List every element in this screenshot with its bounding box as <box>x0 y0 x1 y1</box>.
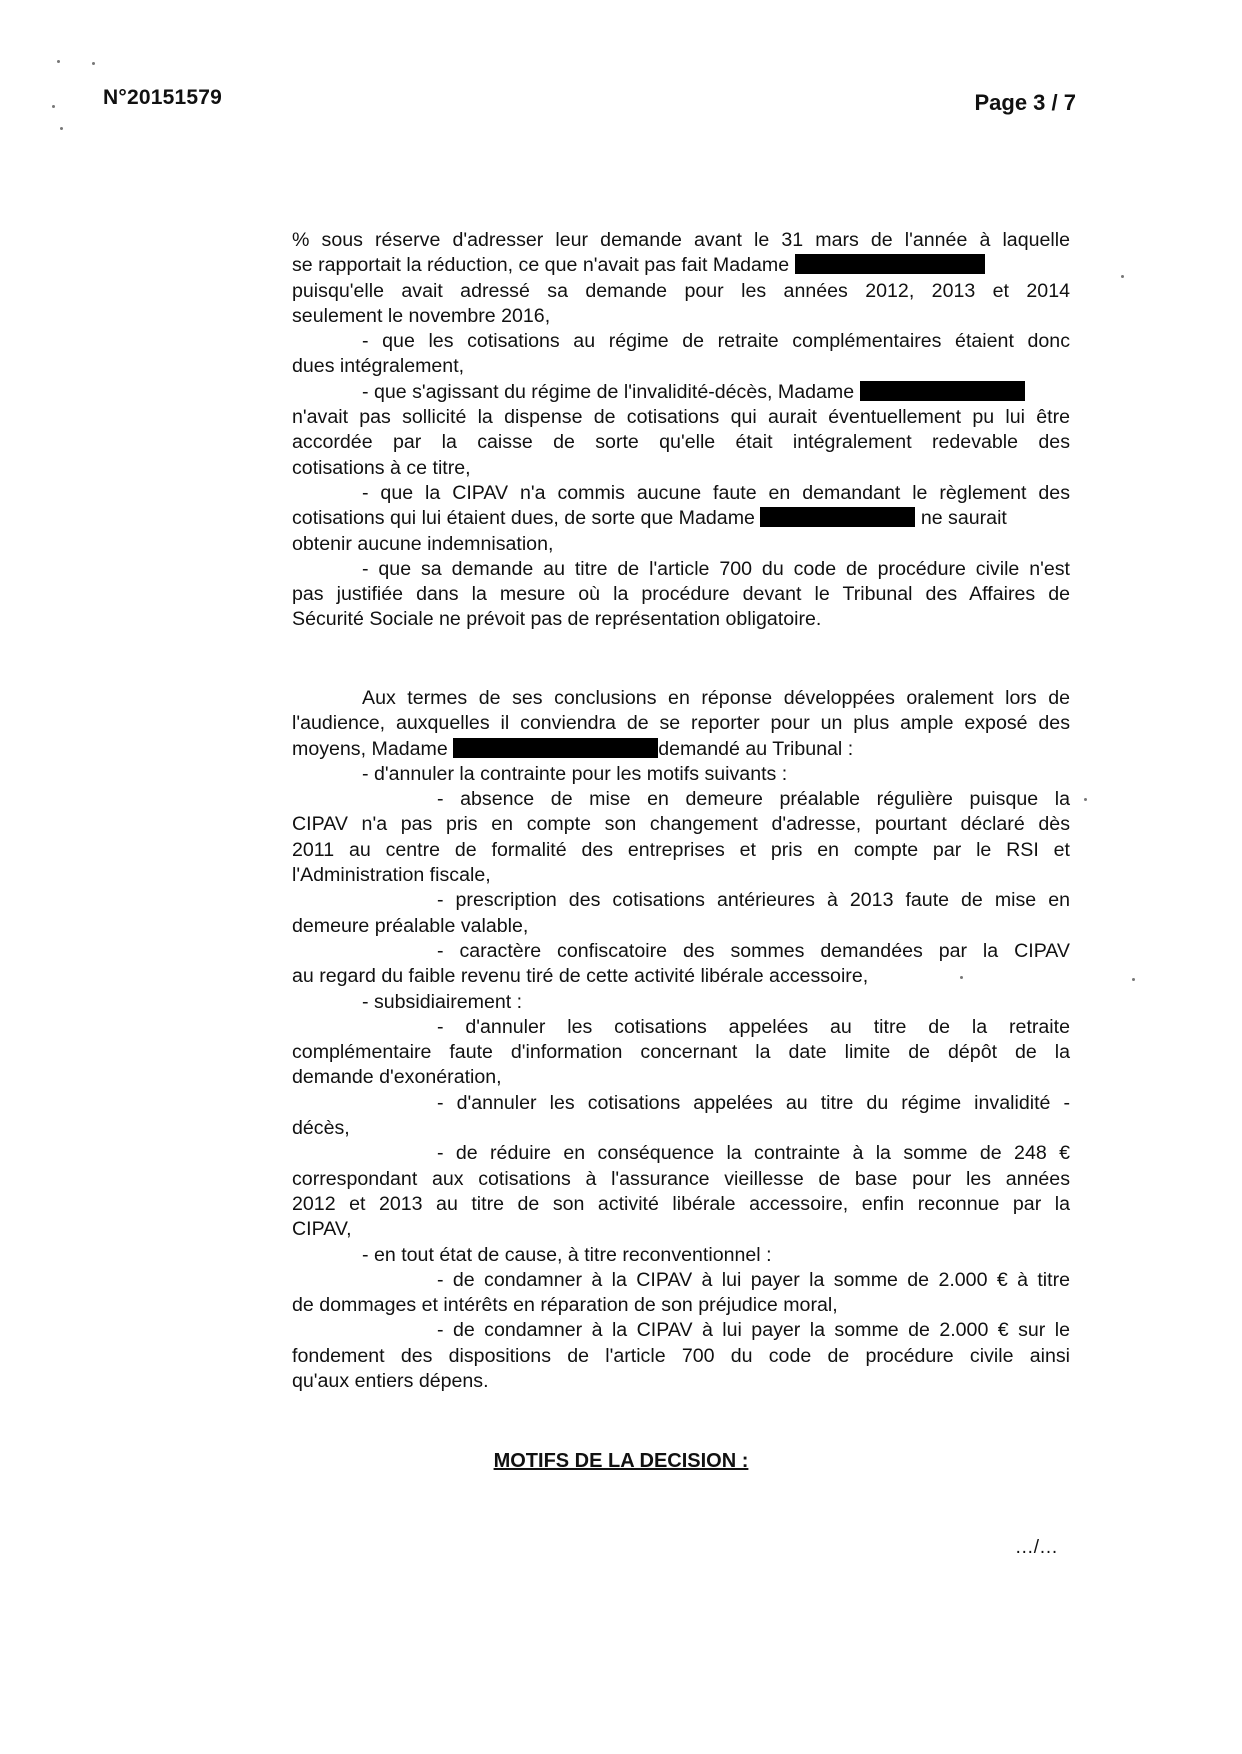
line-text: n'avait pas sollicité la dispense de cotisations qui aurait éventuellement pu lui être <box>292 406 1070 429</box>
line-text: - d'annuler les cotisations appelées au titre de la retraite <box>437 1015 1070 1038</box>
text-line <box>292 279 1070 304</box>
line-text: CIPAV n'a pas pris en compte son changement d'adresse, pourtant déclaré dès <box>292 813 1070 836</box>
text-line <box>292 1167 1070 1192</box>
text-line <box>292 762 1070 787</box>
text-line <box>292 737 1070 762</box>
line-text: % sous réserve d'adresser leur demande avant le 31 mars de l'année à laquelle <box>292 229 1070 251</box>
text-line <box>292 863 1070 888</box>
text-line <box>292 430 1070 455</box>
line-text: pas justifiée dans la mesure où la procédure devant le Tribunal des Affaires de <box>292 583 1070 606</box>
line-text: de dommages et intérêts en réparation de son préjudice moral, <box>292 1294 838 1317</box>
line-tail-text: ne saurait <box>915 507 1007 530</box>
line-text: - que sa demande au titre de l'article 700 du code de procédure civile n'est <box>362 557 1070 580</box>
doc-number: N°20151579 <box>103 86 222 109</box>
line-text: correspondant aux cotisations à l'assurance vieillesse de base pour les années <box>292 1167 1070 1190</box>
text-line <box>292 1344 1070 1369</box>
redaction-bar <box>453 738 658 758</box>
text-line <box>292 405 1070 430</box>
line-text: demeure préalable valable, <box>292 914 529 937</box>
text-line <box>292 607 1070 632</box>
line-text: - absence de mise en demeure préalable régulière puisque la <box>437 788 1070 811</box>
section-heading: MOTIFS DE LA DECISION : <box>493 1450 749 1472</box>
line-text: 2012 et 2013 au titre de son activité libérale accessoire, enfin reconnue par la <box>292 1192 1070 1215</box>
line-text: - que les cotisations au régime de retraite complémentaires étaient donc <box>362 330 1070 353</box>
text-line <box>292 506 1070 531</box>
text-line <box>292 1040 1070 1065</box>
paragraph-conclusions-response <box>292 686 1070 1394</box>
text-line <box>292 557 1070 582</box>
line-text: moyens, Madame <box>292 737 448 760</box>
text-line <box>292 1192 1070 1217</box>
line-text: - de condamner à la CIPAV à lui payer la somme de 2.000 € à titre <box>437 1268 1070 1291</box>
line-text: complémentaire faute d'information concernant la date limite de dépôt de la <box>292 1041 1070 1064</box>
line-text: - caractère confiscatoire des sommes demandées par la CIPAV <box>437 939 1070 962</box>
line-text: - de réduire en conséquence la contrainte à la somme de 248 € <box>437 1142 1070 1165</box>
text-line <box>292 1243 1070 1268</box>
line-text: - en tout état de cause, à titre reconventionnel : <box>362 1243 772 1266</box>
scan-speck <box>57 60 60 63</box>
scan-speck <box>1084 798 1087 801</box>
continuation-mark: …/… <box>1014 1537 1058 1558</box>
line-text: fondement des dispositions de l'article 700 du code de procédure civile ainsi <box>292 1344 1070 1367</box>
text-line <box>292 812 1070 837</box>
text-line <box>292 1141 1070 1166</box>
text-line <box>292 1268 1070 1293</box>
line-text: CIPAV, <box>292 1218 352 1241</box>
text-line <box>292 456 1070 481</box>
line-text: cotisations qui lui étaient dues, de sorte que Madame <box>292 507 755 530</box>
text-line <box>292 1318 1070 1343</box>
text-line <box>292 1065 1070 1090</box>
text-line <box>292 964 1070 989</box>
text-line <box>292 838 1070 863</box>
line-text: puisqu'elle avait adressé sa demande pour les années 2012, 2013 et 2014 <box>292 279 1070 302</box>
scan-speck <box>92 62 95 65</box>
line-text: 2011 au centre de formalité des entreprises et pris en compte par le RSI et <box>292 838 1070 861</box>
redaction-bar <box>795 254 985 274</box>
scan-speck <box>1132 978 1135 981</box>
line-text: l'audience, auxquelles il conviendra de se reporter pour un plus ample exposé des <box>292 712 1070 735</box>
line-text: cotisations à ce titre, <box>292 456 471 479</box>
redaction-bar <box>860 381 1025 401</box>
scan-speck <box>60 127 63 130</box>
text-line <box>292 1116 1070 1141</box>
text-line <box>292 1369 1070 1394</box>
line-text: l'Administration fiscale, <box>292 864 491 887</box>
text-line <box>292 686 1070 711</box>
text-line <box>292 532 1070 557</box>
text-line <box>292 711 1070 736</box>
redaction-bar <box>760 507 915 527</box>
line-text: au regard du faible revenu tiré de cette activité libérale accessoire, <box>292 965 869 988</box>
line-text: - prescription des cotisations antérieures à 2013 faute de mise en <box>437 889 1070 912</box>
line-text: Sécurité Sociale ne prévoit pas de représentation obligatoire. <box>292 608 822 631</box>
text-line <box>292 990 1070 1015</box>
scan-speck <box>52 105 55 108</box>
text-line <box>292 888 1070 913</box>
text-line <box>292 1217 1070 1242</box>
line-text: - d'annuler les cotisations appelées au titre du régime invalidité - <box>437 1091 1070 1114</box>
line-text: - subsidiairement : <box>362 990 523 1013</box>
line-text: seulement le novembre 2016, <box>292 304 551 327</box>
text-line <box>292 787 1070 812</box>
line-text: se rapportait la réduction, ce que n'avait pas fait Madame <box>292 254 790 277</box>
line-tail-text: demandé au Tribunal : <box>658 737 854 760</box>
line-text: dues intégralement, <box>292 355 465 378</box>
line-text: qu'aux entiers dépens. <box>292 1370 489 1393</box>
text-line <box>292 914 1070 939</box>
line-text: - que s'agissant du régime de l'invalidité-décès, Madame <box>362 380 855 403</box>
text-line <box>292 481 1070 506</box>
text-line <box>292 582 1070 607</box>
text-line <box>292 1091 1070 1116</box>
line-text: - que la CIPAV n'a commis aucune faute en demandant le règlement des <box>362 481 1070 504</box>
line-text: obtenir aucune indemnisation, <box>292 532 554 555</box>
line-text: - de condamner à la CIPAV à lui payer la somme de 2.000 € sur le <box>437 1319 1070 1342</box>
page-number: Page 3 / 7 <box>974 90 1076 115</box>
text-line <box>292 1015 1070 1040</box>
text-line <box>292 228 1070 253</box>
scan-speck <box>1121 275 1124 278</box>
text-line <box>292 380 1070 405</box>
text-line <box>292 939 1070 964</box>
line-text: - d'annuler la contrainte pour les motifs suivants : <box>362 762 788 785</box>
paragraph-arguments-cipav <box>292 228 1070 633</box>
line-text: Aux termes de ses conclusions en réponse développées oralement lors de <box>362 687 1070 709</box>
text-line <box>292 329 1070 354</box>
line-text: accordée par la caisse de sorte qu'elle était intégralement redevable des <box>292 431 1070 454</box>
text-line <box>292 354 1070 379</box>
text-line <box>292 1293 1070 1318</box>
text-line <box>292 304 1070 329</box>
line-text: demande d'exonération, <box>292 1066 502 1089</box>
line-text: décès, <box>292 1117 350 1140</box>
text-line <box>292 253 1070 278</box>
